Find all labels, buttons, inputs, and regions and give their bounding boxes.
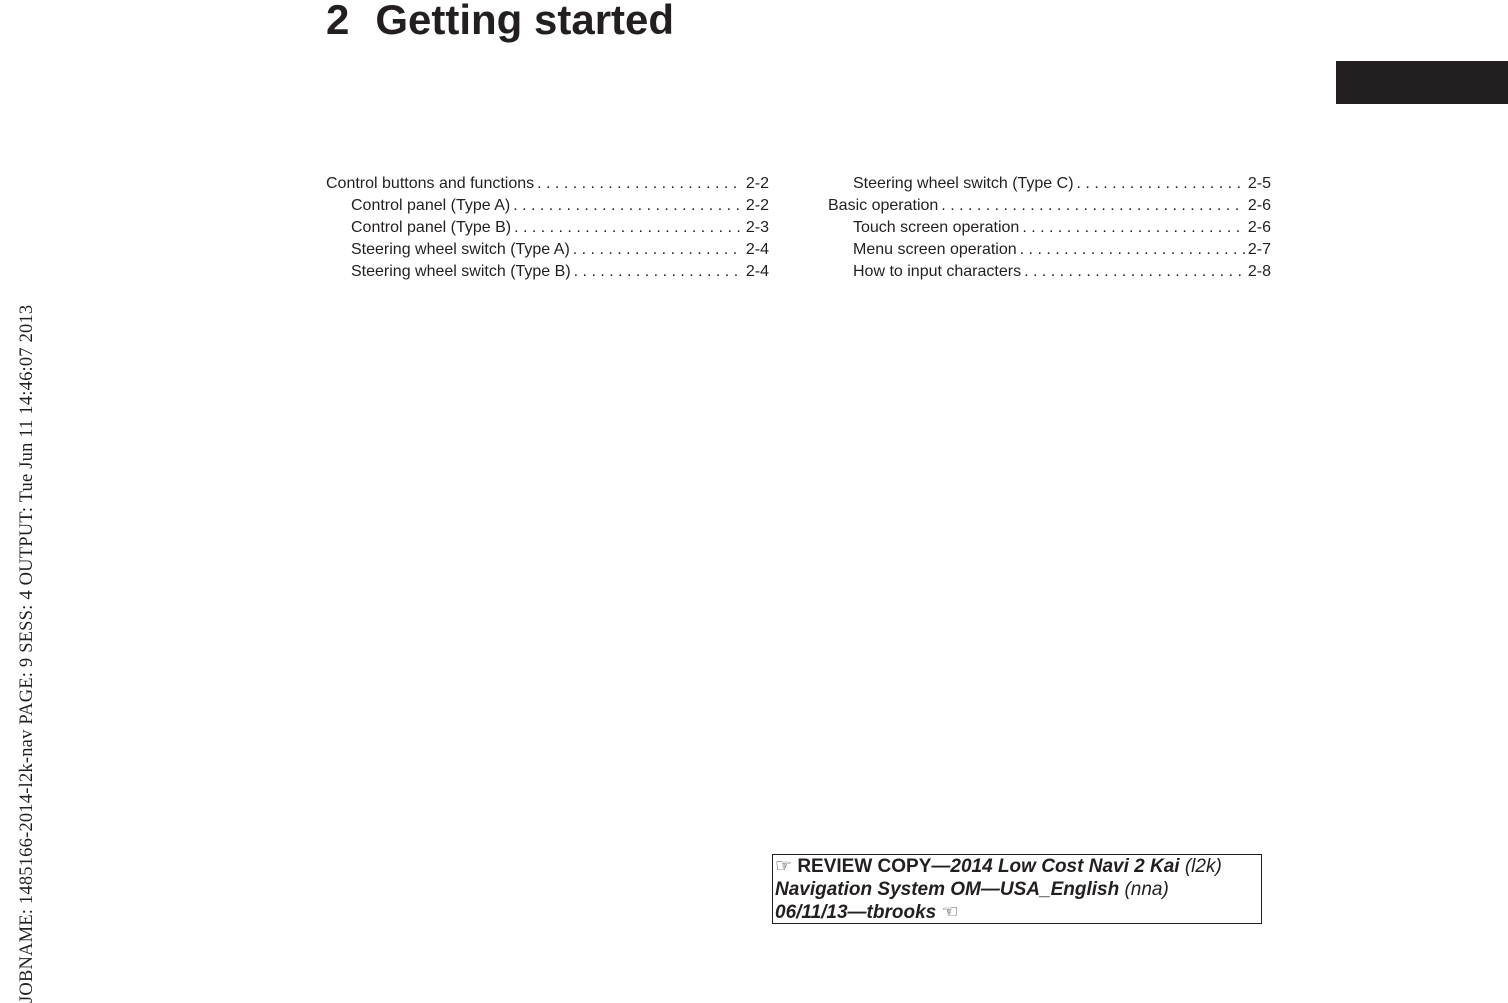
- toc-entry-page: 2-4: [745, 241, 769, 258]
- pointing-hand-left-icon: ☜: [941, 902, 959, 923]
- toc-entry[interactable]: [326, 173, 769, 195]
- toc-entry-label: Steering wheel switch (Type A): [351, 241, 570, 258]
- toc-entry-page: 2-3: [745, 219, 769, 236]
- toc-entry-page: 2-2: [745, 197, 769, 214]
- toc-entry[interactable]: [828, 195, 1271, 217]
- toc-entry-page: 2-7: [1247, 241, 1271, 258]
- toc-leader-dots: [1022, 217, 1245, 239]
- toc-entry-page: 2-4: [745, 263, 769, 280]
- toc-leader-dots: [537, 173, 743, 195]
- chapter-number: 2: [326, 0, 350, 43]
- toc-entry-page: 2-8: [1247, 263, 1271, 280]
- review-manual: Navigation System OM—USA_English: [775, 879, 1120, 900]
- toc-entry-label: How to input characters: [853, 263, 1022, 280]
- toc-entry-label: Control panel (Type A): [351, 197, 511, 214]
- toc-leader-dots: [573, 239, 743, 261]
- chapter-title: [326, 0, 674, 48]
- toc-entry-label: Control panel (Type B): [351, 219, 512, 236]
- toc-leader-dots: [1020, 239, 1245, 261]
- toc-entry-page: 2-6: [1247, 219, 1271, 236]
- toc-entry-label: Basic operation: [828, 197, 939, 214]
- review-line-1: [775, 855, 1259, 878]
- review-copy-box: [772, 854, 1262, 924]
- review-product-code: (l2k): [1184, 856, 1222, 877]
- toc-entry-page: 2-2: [745, 175, 769, 192]
- review-line-2: [775, 878, 1259, 901]
- job-slug: JOBNAME: 1485166-2014-l2k-nav PAGE: 9 SESS: 4 OUTPUT: Tue Jun 11 14:46:07 2013: [17, 304, 37, 1003]
- toc-leader-dots: [574, 261, 743, 283]
- toc-entry-label: Menu screen operation: [853, 241, 1017, 258]
- chapter-title-text: Getting started: [375, 0, 675, 43]
- toc-entry-label: Touch screen operation: [853, 219, 1020, 236]
- pointing-hand-right-icon: ☞: [775, 856, 793, 877]
- review-line-3: [775, 901, 1259, 924]
- toc-entry[interactable]: [326, 217, 769, 239]
- toc-entry[interactable]: [828, 217, 1271, 239]
- toc-entry-label: Steering wheel switch (Type B): [351, 263, 571, 280]
- toc-leader-dots: [514, 217, 743, 239]
- toc-entry[interactable]: [326, 239, 769, 261]
- toc-entry[interactable]: [326, 195, 769, 217]
- review-manual-code: (nna): [1124, 879, 1169, 900]
- toc-entry-page: 2-5: [1247, 175, 1271, 192]
- toc-leader-dots: [1024, 261, 1245, 283]
- toc-leader-dots: [941, 195, 1245, 217]
- review-date-user: 06/11/13—tbrooks: [775, 902, 937, 923]
- toc-entry[interactable]: [828, 261, 1271, 283]
- toc-leader-dots: [513, 195, 743, 217]
- toc-entry-page: 2-6: [1247, 197, 1271, 214]
- toc-entry[interactable]: [828, 173, 1271, 195]
- toc-entry-label: Steering wheel switch (Type C): [853, 175, 1074, 192]
- toc-entry[interactable]: [326, 261, 769, 283]
- review-product: 2014 Low Cost Navi 2 Kai: [950, 856, 1180, 877]
- toc-leader-dots: [1077, 173, 1245, 195]
- chapter-tab: [1336, 61, 1508, 104]
- toc-column-left: [326, 173, 769, 283]
- toc-entry[interactable]: [828, 239, 1271, 261]
- toc-entry-label: Control buttons and functions: [326, 175, 535, 192]
- review-label: REVIEW COPY—: [797, 856, 951, 877]
- toc-column-right: [828, 173, 1271, 283]
